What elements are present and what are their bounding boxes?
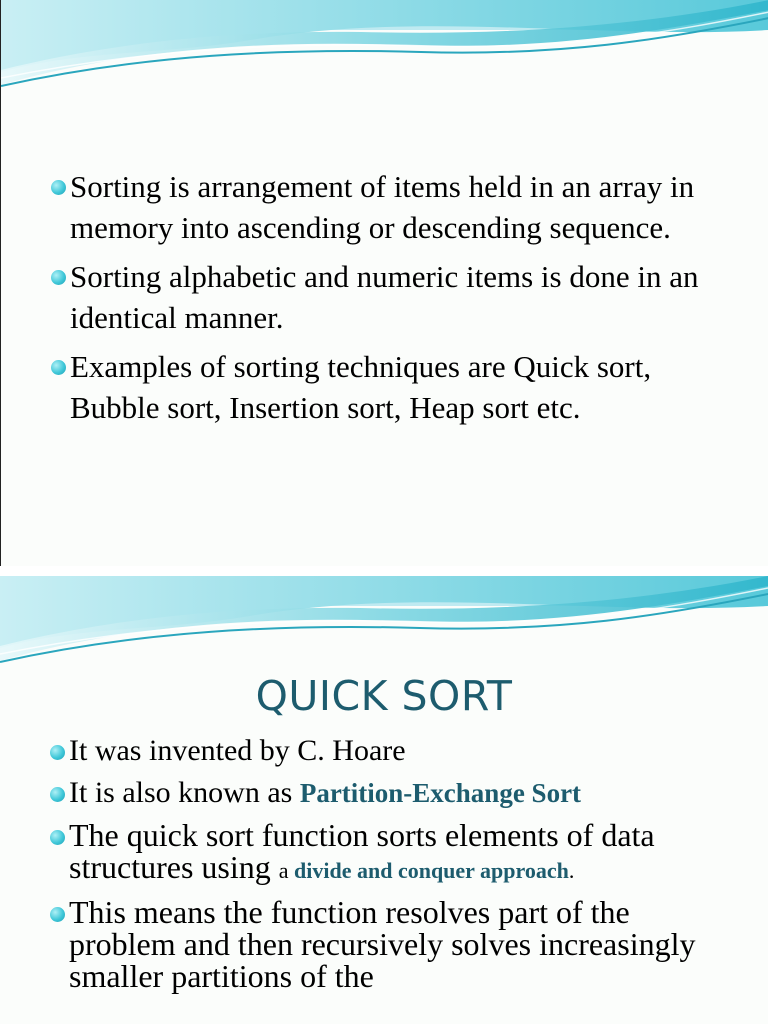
bullet-dot-icon — [51, 270, 66, 285]
list-item — [0, 896, 740, 992]
wave-header-decoration — [1, 0, 768, 90]
bullet-dot-icon — [51, 180, 66, 195]
slide-2-bullet-list — [0, 734, 740, 1001]
bullet-text: This means the function resolves part of the problem and then recursively solves increasingly smaller partitions of the — [69, 894, 696, 994]
list-item — [1, 166, 741, 248]
bullet-dot-icon — [50, 907, 65, 922]
bullet-article: a — [278, 858, 295, 883]
bullet-text: Sorting is arrangement of items held in an array in memory into ascending or descending sequence. — [70, 169, 695, 245]
bullet-dot-icon — [50, 787, 65, 802]
list-item — [0, 734, 740, 767]
highlighted-term: Partition-Exchange Sort — [299, 778, 582, 808]
list-item — [0, 819, 740, 887]
wave-header-decoration — [0, 576, 768, 666]
highlighted-term: divide and conquer approach — [294, 858, 569, 883]
slide-separator — [0, 566, 768, 576]
bullet-dot-icon — [50, 830, 65, 845]
slide-title: QUICK SORT — [255, 672, 513, 720]
bullet-dot-icon — [50, 745, 65, 760]
slide-1-bullet-list — [1, 166, 741, 436]
bullet-text: Examples of sorting techniques are Quick sort, Bubble sort, Insertion sort, Heap sort etc. — [70, 349, 652, 425]
bullet-text: It is also known as — [69, 776, 300, 809]
bullet-dot-icon — [51, 360, 66, 375]
list-item — [1, 346, 741, 428]
list-item — [0, 776, 740, 810]
list-item — [1, 256, 741, 338]
bullet-end: . — [568, 858, 575, 883]
bullet-text: It was invented by C. Hoare — [69, 734, 406, 767]
slide-2 — [0, 576, 768, 1024]
bullet-text: The quick sort function sorts elements of data structures using — [69, 817, 655, 885]
bullet-text: Sorting alphabetic and numeric items is done in an identical manner. — [70, 259, 699, 335]
